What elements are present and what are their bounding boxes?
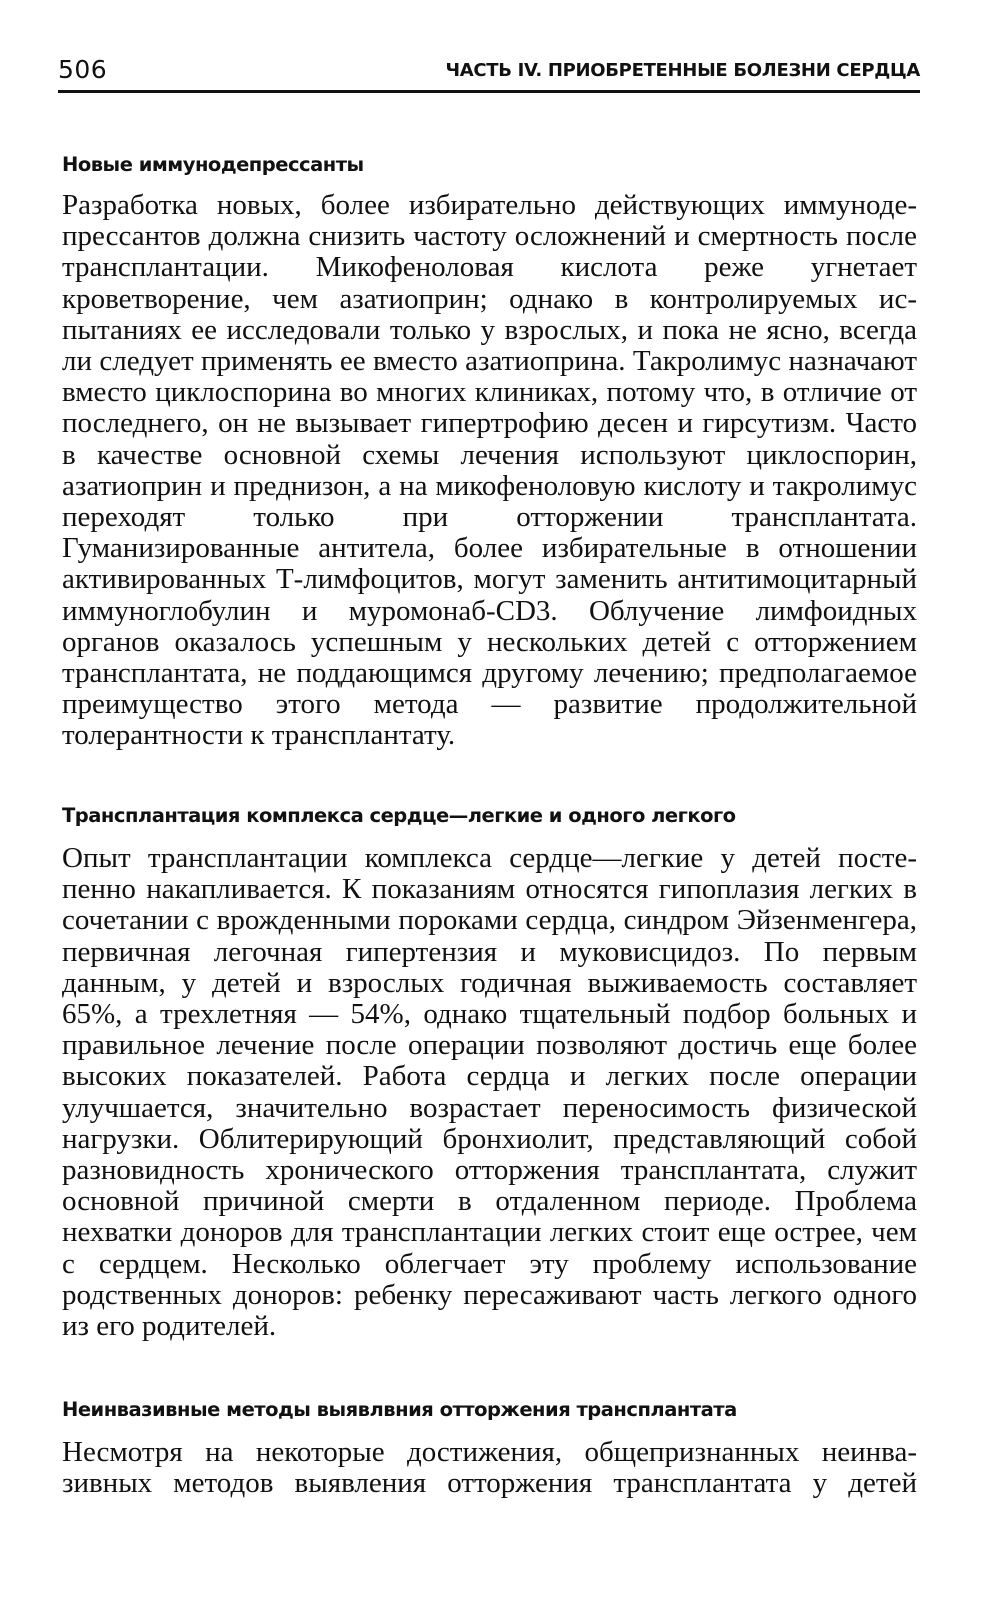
- section-heading-noninvasive-rejection-detection: Неинвазивные методы выявлвния отторжения трансплантата: [62, 1398, 737, 1421]
- running-title: ЧАСТЬ IV. ПРИОБРЕТЕННЫЕ БОЛЕЗНИ СЕРДЦА: [445, 60, 920, 81]
- section-paragraph-new-immunosuppressants: Разработка новых, более избирательно действующих иммунодепрессантов должна снизить частоту осложнений и смертность после трансплантации. Микофеноловая кислота реже угнетает кроветворение, чем азатиоприн; однако в контролируемых испытаниях ее исследовали только у взрослых, и пока не ясно, всегда ли следует применять ее вместо азатиоприна. Такролимус назначают вместо циклоспорина во многих клиниках, потому что, в отличие от последнего, он не вызывает гипертрофию десен и гирсутизм. Часто в качестве основной схемы лечения используют циклоспорин, азатиоприн и преднизон, а на микофеноловую кислоту и такролимус переходят только при отторжении трансплантата. Гуманизированные антитела, более избирательные в отношении активированных Т-лимфоцитов, могут заменить антитимоцитарный иммуноглобулин и муромонаб-CD3. Облучение лимфоидных органов оказалось успешным у нескольких детей с отторжением трансплантата, не поддающимся другому лечению; предполагаемое преимущество этого метода — развитие продолжительной толерантности к трансплантату.: [62, 189, 917, 752]
- running-header: [58, 56, 920, 93]
- page-number: 506: [58, 55, 108, 84]
- section-paragraph-noninvasive-rejection-detection: Несмотря на некоторые достижения, общепризнанных неинвазивных методов выявления отторжения трансплантата у детей: [62, 1436, 917, 1500]
- section-heading-heart-lung-transplant: Трансплантация комплекса сердце—легкие и одного легкого: [62, 804, 736, 827]
- section-paragraph-heart-lung-transplant: Опыт трансплантации комплекса сердце—легкие у детей постепенно накапливается. К показаниям относятся гипоплазия легких в сочетании с врожденными пороками сердца, синдром Эйзенменгера, первичная легочная гипертензия и муковисцидоз. По первым данным, у детей и взрослых годичная выживаемость составляет 65%, а трехлетняя — 54%, однако тщательный подбор больных и правильное лечение после операции позволяют достичь еще более высоких показателей. Работа сердца и легких после операции улучшается, значительно возрастает переносимость физической нагрузки. Облитерирующий бронхиолит, представляющий собой разновидность хронического отторжения трансплантата, служит основной причиной смерти в отдаленном периоде. Проблема нехватки доноров для трансплантации легких стоит еще острее, чем с сердцем. Несколько облегчает эту проблему использование родственных доноров: ребенку пересаживают часть легкого одного из его родителей.: [62, 842, 917, 1343]
- section-heading-new-immunosuppressants: Новые иммунодепрессанты: [62, 153, 364, 176]
